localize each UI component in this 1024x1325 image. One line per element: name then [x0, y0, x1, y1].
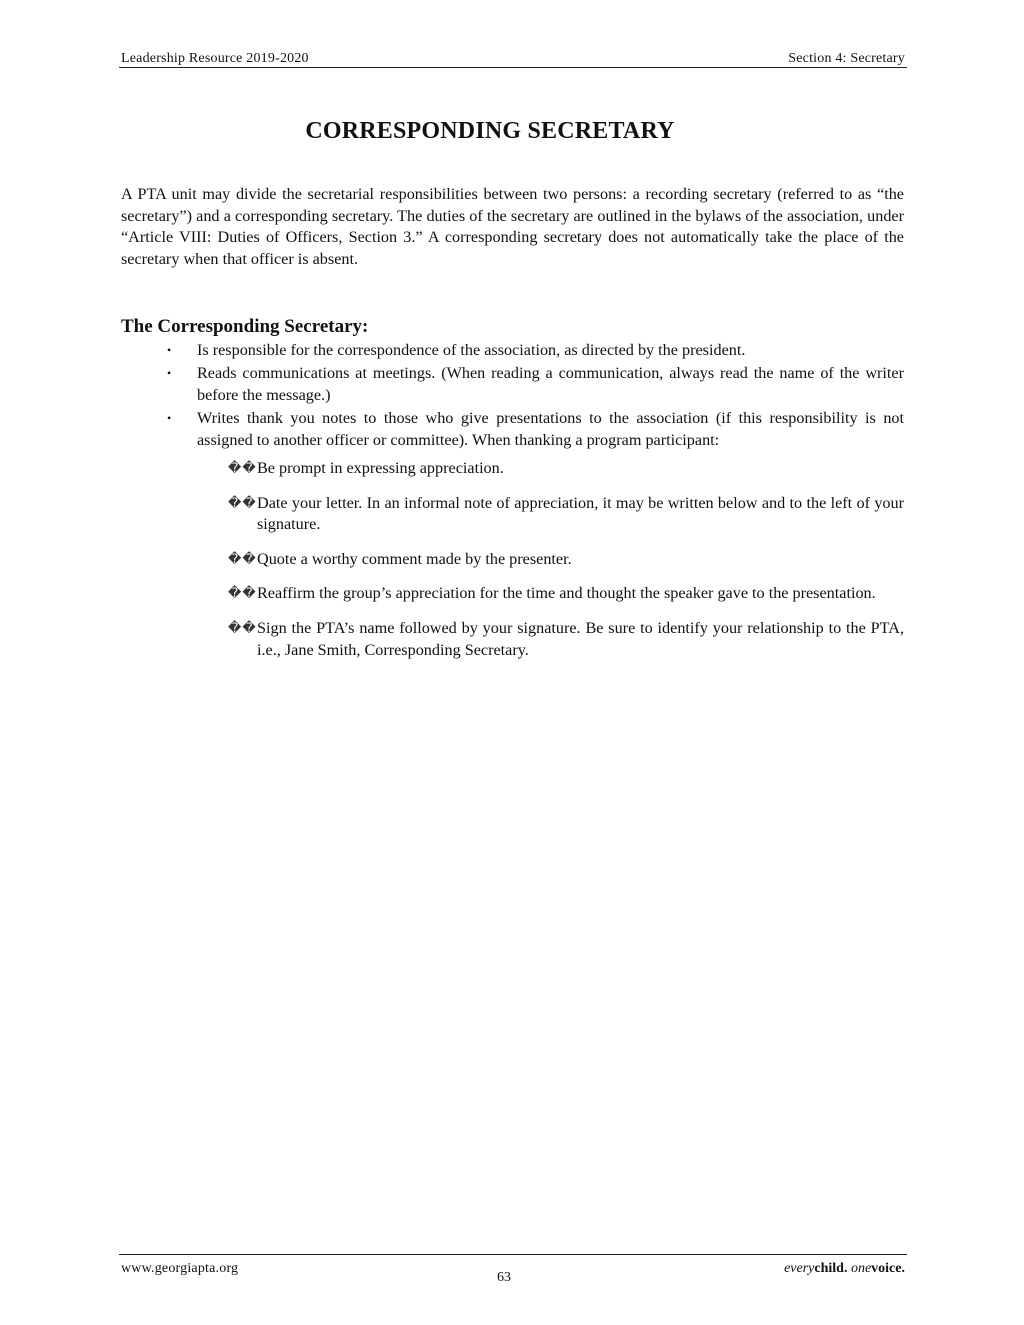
header-section-label: Section 4: Secretary: [788, 51, 905, 66]
bullet-marker: •: [167, 410, 172, 425]
missing-glyph-marker: ��: [228, 551, 257, 567]
sub-list-item-text: Sign the PTA’s name followed by your signature. Be sure to identify your relationship to the PTA, i.e., Jane Smith, Corresponding Secretary.: [257, 618, 904, 659]
header-document-title: Leadership Resource 2019-2020: [121, 51, 309, 66]
list-item-text: Reads communications at meetings. (When reading a communication, always read the name of the writer before the message.): [197, 364, 904, 404]
sub-list-item: [228, 493, 904, 536]
tagline-one: one: [850, 1261, 872, 1276]
footer-divider: [119, 1254, 907, 1255]
duties-list: [121, 340, 904, 453]
footer-tagline: [784, 1261, 905, 1277]
page-number: 63: [497, 1270, 511, 1285]
tagline-voice: voice.: [871, 1261, 905, 1276]
page-title: CORRESPONDING SECRETARY: [305, 118, 675, 144]
sub-list-item-text: Reaffirm the group’s appreciation for the time and thought the speaker gave to the presentation.: [257, 584, 876, 603]
sub-list-item: [228, 458, 904, 480]
list-item-text: Is responsible for the correspondence of the association, as directed by the president.: [197, 341, 746, 359]
missing-glyph-marker: ��: [228, 620, 257, 636]
header-divider: [119, 67, 907, 68]
missing-glyph-marker: ��: [228, 495, 257, 511]
thank-you-tips-list: [228, 458, 904, 674]
sub-list-item: [228, 549, 904, 571]
section-heading: The Corresponding Secretary:: [121, 316, 369, 337]
list-item: [121, 408, 904, 451]
list-item: [121, 340, 904, 362]
missing-glyph-marker: ��: [228, 461, 257, 476]
footer-website: www.georgiapta.org: [121, 1261, 239, 1276]
bullet-marker: •: [167, 366, 172, 381]
sub-list-item-text: Be prompt in expressing appreciation.: [257, 459, 504, 477]
tagline-every: every: [784, 1261, 815, 1276]
sub-list-item: [228, 618, 904, 661]
intro-paragraph: A PTA unit may divide the secretarial responsibilities between two persons: a recording secretary (referred to as “the secretary”) and a corresponding secretary. The duties of the secretary are outlined in the bylaws of the association, under “Article VIII: Duties of Officers, Section 3.” A corresponding secretary does not automatically take the place of the secretary when that officer is absent.: [121, 185, 904, 268]
tagline-child: child.: [814, 1261, 848, 1276]
sub-list-item-text: Quote a worthy comment made by the presenter.: [257, 549, 572, 568]
sub-list-item-text: Date your letter. In an informal note of appreciation, it may be written below and to the left of your signature.: [257, 493, 904, 534]
sub-list-item: [228, 583, 904, 605]
list-item: [121, 363, 904, 406]
bullet-marker: •: [167, 343, 172, 357]
list-item-text: Writes thank you notes to those who give presentations to the association (if this responsibility is not assigned to another officer or committee). When thanking a program participant:: [197, 408, 904, 449]
missing-glyph-marker: ��: [228, 586, 257, 602]
